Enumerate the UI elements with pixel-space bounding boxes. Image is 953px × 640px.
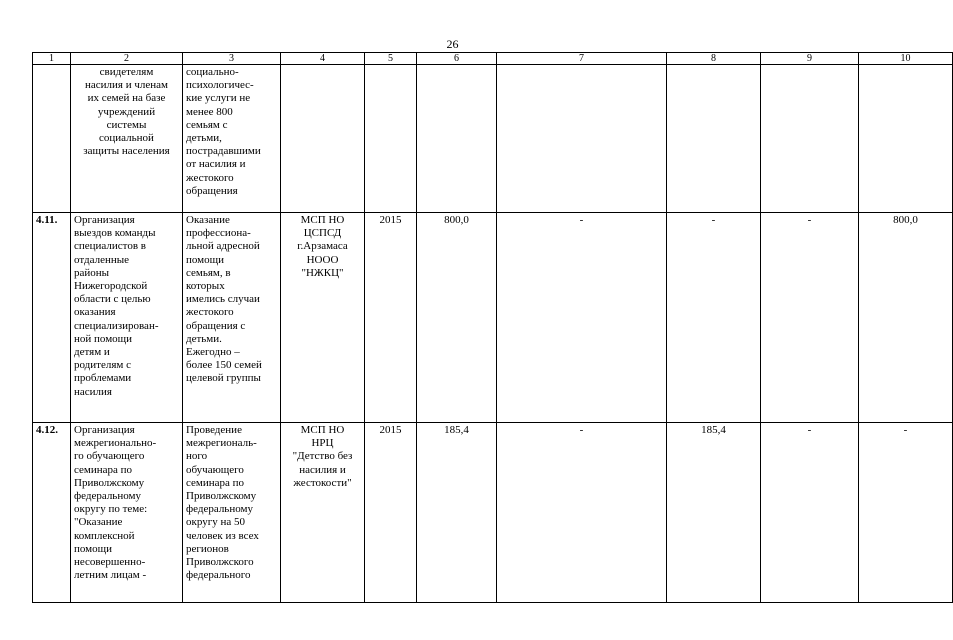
result-cell: социально- психологичес- кие услуги не менее 800 семьям с детьми, пострадавшими от насилия и жестокого обращения — [183, 65, 281, 213]
table-row — [33, 213, 953, 423]
value-cell: 185,4 — [667, 423, 761, 603]
activity-cell: свидетелям насилия и членам их семей на базе учреждений системы социальной защиты населения — [71, 65, 183, 213]
year-cell: 2015 — [365, 213, 417, 423]
value-cell: - — [497, 423, 667, 603]
value-cell: - — [497, 213, 667, 423]
year-cell — [365, 65, 417, 213]
column-header: 6 — [417, 53, 497, 65]
executor-cell: МСП НО НРЦ "Детство без насилия и жестокости" — [281, 423, 365, 603]
page-number: 26 — [446, 37, 459, 51]
column-header: 2 — [71, 53, 183, 65]
table-row — [33, 423, 953, 603]
value-cell — [667, 65, 761, 213]
result-cell: Проведение межрегиональ- ного обучающего семинара по Приволжскому федеральному округу на 50 человек из всех регионов Приволжского федерального — [183, 423, 281, 603]
year-cell: 2015 — [365, 423, 417, 603]
value-cell — [497, 65, 667, 213]
table-row — [33, 65, 953, 213]
row-number: 4.12. — [33, 423, 71, 603]
result-cell: Оказание профессиона- льной адресной помощи семьям, в которых имелись случаи жестокого обращения с детьми. Ежегодно – более 150 семей целевой группы — [183, 213, 281, 423]
row-number: 4.11. — [33, 213, 71, 423]
total-cell: 800,0 — [417, 213, 497, 423]
value-cell: - — [859, 423, 953, 603]
column-header: 4 — [281, 53, 365, 65]
column-header: 5 — [365, 53, 417, 65]
total-cell: 185,4 — [417, 423, 497, 603]
executor-cell — [281, 65, 365, 213]
value-cell: - — [761, 423, 859, 603]
row-number — [33, 65, 71, 213]
value-cell: - — [761, 213, 859, 423]
column-header: 7 — [497, 53, 667, 65]
column-header: 9 — [761, 53, 859, 65]
activity-cell: Организация межрегионально- го обучающего семинара по Приволжскому федеральному округу по теме: "Оказание комплексной помощи несовершенно- летним лицам - — [71, 423, 183, 603]
header-row — [33, 53, 953, 65]
column-header: 10 — [859, 53, 953, 65]
activity-cell: Организация выездов команды специалистов в отдаленные районы Нижегородской области с целью оказания специализирован- ной помощи детям и родителям с проблемами насилия — [71, 213, 183, 423]
value-cell — [761, 65, 859, 213]
column-header: 1 — [33, 53, 71, 65]
value-cell: - — [667, 213, 761, 423]
column-header: 3 — [183, 53, 281, 65]
executor-cell: МСП НО ЦСПСД г.Арзамаса НООО "НЖКЦ" — [281, 213, 365, 423]
value-cell — [859, 65, 953, 213]
column-header: 8 — [667, 53, 761, 65]
total-cell — [417, 65, 497, 213]
value-cell: 800,0 — [859, 213, 953, 423]
budget-table — [32, 52, 953, 603]
